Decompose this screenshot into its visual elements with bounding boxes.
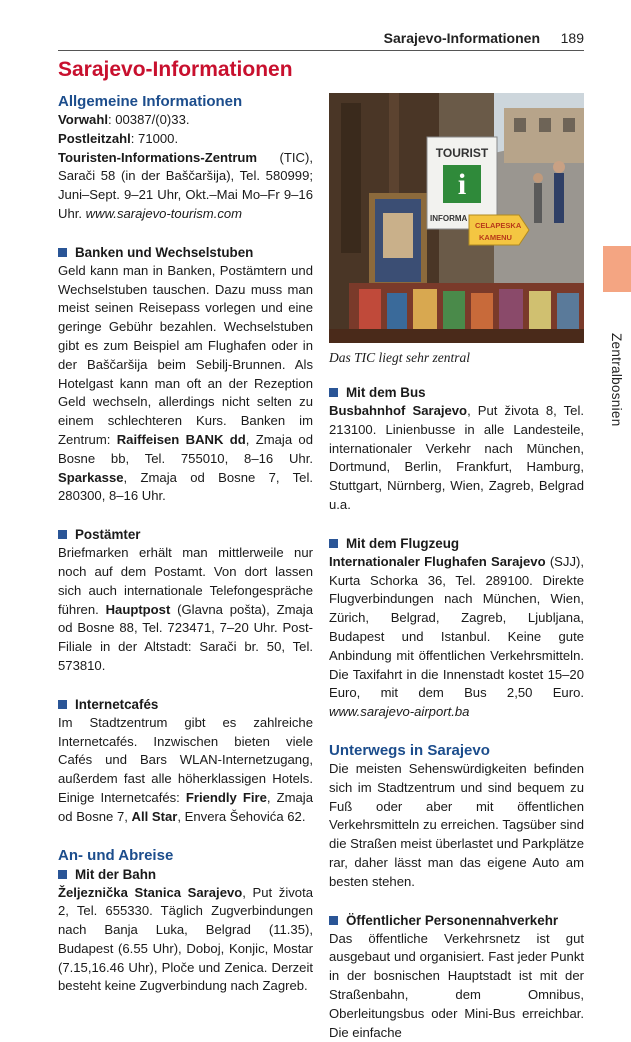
oepnv-paragraph: Das öffentliche Verkehrsnetz ist gut ausgebaut und organisiert. Fast jeder Punkt in der bosnischen Hauptstadt ist mit der Straßenbahn, dem Omnibus, Oberleitungsbus oder Mini-Bus erreichbar. Die einfache — [329, 930, 584, 1040]
post-title-text: Postämter — [75, 527, 141, 543]
subsection-title-post — [58, 525, 313, 544]
tic-label: Touristen-Informations-Zentrum — [58, 149, 258, 165]
bahn-paragraph — [58, 884, 313, 997]
photo-caption: Das TIC liegt sehr zentral — [329, 350, 471, 365]
subsection-title-internet — [58, 695, 313, 714]
hauptpost-label: Hauptpost — [105, 601, 171, 617]
vorwahl-label: Vorwahl — [58, 112, 108, 127]
vorwahl-value: : 00387/(0)33. — [107, 112, 190, 127]
square-bullet-icon — [58, 248, 67, 257]
flug-label: Internationaler Flughafen Sarajevo — [329, 553, 546, 569]
subsection-title-bahn — [58, 865, 313, 884]
square-bullet-icon — [329, 916, 338, 925]
square-bullet-icon — [58, 700, 67, 709]
unterwegs-paragraph: Die meisten Sehenswürdigkeiten befinden sich im Stadtzentrum und sind bequem zu Fuß oder aber mit öffentlichen Verkehrsmitteln zu erreichen. Tagsüber sind die Straßen meist überlastet und Parkplätze rar, daher lässt man das eigene Auto am besten stehen. — [329, 760, 584, 889]
tourist-info-photo — [329, 93, 584, 343]
bank1-name: Raiffeisen BANK dd — [116, 431, 246, 447]
subsection-title-oepnv — [329, 911, 584, 930]
bahn-label: Željeznička Stanica Sarajevo — [58, 884, 243, 900]
banken-title-text: Banken und Wechselstuben — [75, 244, 254, 260]
oepnv-title-text: Öffentlicher Personennahverkehr — [346, 912, 559, 928]
post-text: Briefmarken erhält man mittlerweile nur noch auf dem Postamt. Von dort lassen sich auch internationale Telefongespräche führen. — [58, 545, 313, 617]
square-bullet-icon — [329, 539, 338, 548]
bus-label: Busbahnhof Sarajevo — [329, 403, 468, 418]
bus-title-text: Mit dem Bus — [346, 385, 426, 400]
internet-text: Im Stadtzentrum gibt es zahlreiche Internetcafés. Inzwischen bieten viele Cafés und Bars WLAN-Internetzugang, außerdem fast alle höherklassigen Hotels. Einige Internetcafés: — [58, 714, 313, 805]
vorwahl-paragraph — [58, 111, 313, 130]
flug-title-text: Mit dem Flugzeug — [346, 535, 460, 551]
section-title-allgemein: Allgemeine Informationen — [58, 93, 243, 110]
square-bullet-icon — [58, 530, 67, 539]
square-bullet-icon — [58, 870, 67, 879]
sign-informa-text: INFORMA — [430, 214, 468, 223]
cafe2-name: All Star — [131, 808, 178, 824]
flug-text: (SJJ), Kurta Schorka 36, Tel. 289100. Direkte Flugverbindungen nach München, Wien, Zürich, Belgrad, Zagreb, Ljubljana, Budapest und Istanbul. Keine gute Anbindung mit öffentlichen Verkehrsmitteln. Die Taxifahrt in die Innenstadt kostet 15–20 Euro, mit dem Bus 2,50 Euro. — [329, 553, 585, 701]
post-paragraph — [58, 544, 313, 676]
hauptpost-text: (Glavna pošta), Zmaja od Bosne 88, Tel. 723471, 7–20 Uhr. Post-Filiale in der Altstadt: Sarači br. 50, Tel. 573810. — [58, 601, 313, 673]
subsection-title-flug — [329, 534, 584, 553]
arrow-sign-line1: CELAPESKA — [475, 221, 522, 230]
plz-paragraph — [58, 130, 313, 149]
running-title: Sarajevo-Informationen — [383, 30, 540, 46]
banken-paragraph — [58, 262, 313, 506]
plz-value: : 71000. — [130, 130, 179, 146]
subsection-title-banken — [58, 243, 313, 262]
right-column — [329, 93, 584, 1042]
bahn-title-text: Mit der Bahn — [75, 866, 157, 882]
chapter-tab-label: Zentralbosnien — [609, 333, 624, 427]
square-bullet-icon — [329, 388, 338, 397]
flug-paragraph — [329, 553, 584, 722]
chapter-title: Sarajevo-Informationen — [58, 58, 293, 81]
bus-text: , Put života 8, Tel. 213100. Linienbusse in alle Landesteile, internationaler Verkehr nach München, Dortmund, Berlin, Frankfurt, Hamburg, Stuttgart, Nürnberg, Wien, Zagreb, Belgrad u.a. — [329, 403, 584, 512]
bank2-text: , Zmaja od Bosne 7, Tel. 280300, 8–16 Uhr. — [58, 469, 313, 504]
plz-label: Postleitzahl — [58, 130, 131, 146]
banken-text: Geld kann man in Banken, Postämtern und Wechselstuben tauschen. Dazu muss man meist seinen Reisepass vorlegen und eine geringe Gebühr bezahlen. Wechselstuben gibt es zum Beispiel am Flughafen oder in der Baščaršija beim Sebilj-Brunnen. Als Hotelgast kann man oft an der Rezeption Geld wechseln, allerdings nicht selten zu einem schlechteren Kurs. Banken im Zentrum: — [58, 262, 313, 447]
running-header — [58, 30, 584, 51]
bus-paragraph — [329, 402, 584, 515]
street-scene-illustration — [329, 93, 584, 343]
left-column — [58, 92, 313, 996]
arrow-sign-line2: KAMENU — [479, 233, 512, 242]
chapter-tab-marker — [603, 246, 631, 292]
tic-url-link[interactable]: www.sarajevo-tourism.com — [85, 205, 243, 221]
tic-paragraph — [58, 149, 313, 224]
airport-url-link[interactable]: www.sarajevo-airport.ba — [329, 704, 470, 720]
bank2-name: Sparkasse — [58, 469, 124, 485]
section-title-unterwegs: Unterwegs in Sarajevo — [329, 741, 490, 759]
section-title-anreise: An- und Abreise — [58, 846, 174, 864]
tic-text: (TIC), Sarači 58 (in der Baščaršija), Tel. 580999; Juni–Sept. 9–21 Uhr, Okt.–Mai Mo–Fr 9–16 Uhr. — [58, 149, 313, 221]
internet-title-text: Internetcafés — [75, 696, 159, 712]
subsection-title-bus — [329, 383, 584, 402]
cafe1-name: Friendly Fire — [185, 789, 267, 805]
bank1-text: , Zmaja od Bosne bb, Tel. 755010, 8–16 Uhr. — [58, 431, 313, 466]
info-i-icon: i — [457, 168, 467, 201]
internet-paragraph — [58, 714, 313, 827]
page-number: 189 — [560, 30, 584, 46]
cafe2-text: , Envera Šehovića 62. — [177, 808, 306, 824]
sign-tourist-text: TOURIST — [435, 146, 489, 160]
bahn-text: , Put života 2, Tel. 655330. Täglich Zugverbindungen nach Banja Luka, Belgrad (11.35), Budapest (6.55 Uhr), Doboj, Konjic, Mostar (7.15,16.46 Uhr), Ploče und Zenica. Derzeit besteht keine Zugverbindung nach Zagreb. — [58, 884, 313, 994]
cafe1-text: , Zmaja od Bosne 7, — [58, 789, 313, 824]
